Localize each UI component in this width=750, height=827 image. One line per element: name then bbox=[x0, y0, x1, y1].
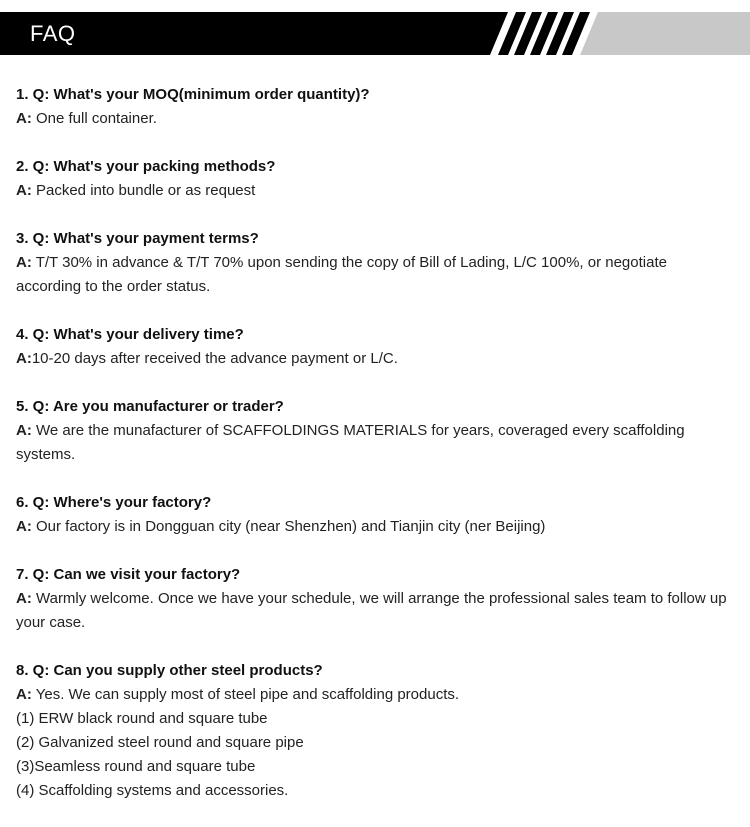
faq-question: 2. Q: What's your packing methods? bbox=[16, 158, 276, 175]
answer-text: One full container. bbox=[31, 110, 157, 127]
faq-question: 6. Q: Where's your factory? bbox=[16, 494, 212, 511]
faq-list bbox=[16, 83, 736, 827]
product-list-item: (4) Scaffolding systems and accessories. bbox=[16, 782, 289, 799]
header-banner-graphic bbox=[0, 12, 750, 55]
faq-answer bbox=[16, 683, 736, 707]
product-list-item: (1) ERW black round and square tube bbox=[16, 710, 268, 727]
answer-label: A: bbox=[16, 686, 32, 703]
answer-text: We are the munafacturer of SCAFFOLDINGS MATERIALS for years, coveraged every scaffolding systems. bbox=[16, 422, 685, 463]
faq-header-banner bbox=[0, 12, 750, 55]
answer-text: Packed into bundle or as request bbox=[31, 182, 256, 199]
faq-item bbox=[16, 491, 736, 539]
answer-label: A: bbox=[16, 182, 32, 199]
answer-text: Our factory is in Dongguan city (near Shenzhen) and Tianjin city (ner Beijing) bbox=[31, 518, 546, 535]
answer-text: 10-20 days after received the advance payment or L/C. bbox=[31, 350, 398, 367]
faq-item bbox=[16, 323, 736, 371]
faq-question: 8. Q: Can you supply other steel products? bbox=[16, 662, 323, 679]
faq-answer bbox=[16, 179, 736, 203]
faq-answer bbox=[16, 347, 736, 371]
answer-label: A: bbox=[16, 422, 32, 439]
faq-item bbox=[16, 659, 736, 803]
answer-label: A: bbox=[16, 518, 32, 535]
answer-text: Warmly welcome. Once we have your schedule, we will arrange the professional sales team to follow up your case. bbox=[16, 590, 727, 631]
faq-item bbox=[16, 83, 736, 131]
product-list-item: (2) Galvanized steel round and square pipe bbox=[16, 734, 304, 751]
faq-question: 1. Q: What's your MOQ(minimum order quantity)? bbox=[16, 86, 370, 103]
faq-answer bbox=[16, 515, 736, 539]
faq-item bbox=[16, 563, 736, 635]
faq-question: 5. Q: Are you manufacturer or trader? bbox=[16, 398, 284, 415]
page-title: FAQ bbox=[30, 21, 76, 46]
faq-item bbox=[16, 155, 736, 203]
faq-question: 3. Q: What's your payment terms? bbox=[16, 230, 259, 247]
product-list-item: (3)Seamless round and square tube bbox=[16, 758, 256, 775]
header-dark-bar bbox=[0, 12, 508, 55]
header-light-bar bbox=[580, 12, 750, 55]
answer-label: A: bbox=[16, 350, 32, 367]
answer-text: Yes. We can supply most of steel pipe and scaffolding products. bbox=[31, 686, 460, 703]
faq-answer bbox=[16, 587, 736, 635]
faq-answer bbox=[16, 251, 736, 299]
answer-label: A: bbox=[16, 590, 32, 607]
answer-text: T/T 30% in advance & T/T 70% upon sending the copy of Bill of Lading, L/C 100%, or negotiate according to the order status. bbox=[16, 254, 667, 295]
answer-label: A: bbox=[16, 110, 32, 127]
faq-question: 7. Q: Can we visit your factory? bbox=[16, 566, 241, 583]
answer-label: A: bbox=[16, 254, 32, 271]
faq-item bbox=[16, 227, 736, 299]
faq-item bbox=[16, 395, 736, 467]
faq-question: 4. Q: What's your delivery time? bbox=[16, 326, 244, 343]
faq-answer bbox=[16, 419, 736, 467]
faq-answer bbox=[16, 107, 736, 131]
